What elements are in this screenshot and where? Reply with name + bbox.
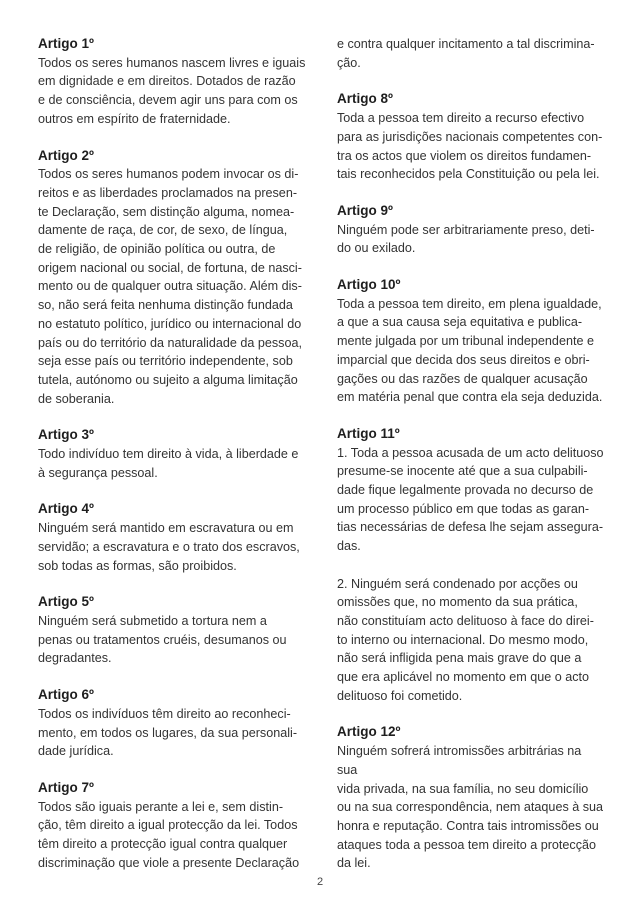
text-line: damente de raça, de cor, de sexo, de língua, [38,223,288,238]
text-line: não será infligida pena mais grave do que a [337,651,582,666]
text-line: Todo indivíduo tem direito à vida, à liberdade e [38,447,299,462]
text-line: à segurança pessoal. [38,465,158,480]
article-body [38,612,306,668]
text-line: não constituíam acto delituoso à face do direi- [337,613,594,628]
text-line: seja esse país ou território independente, sob [38,354,293,369]
article-section [337,202,605,258]
article-body [38,519,306,575]
text-line: no estatuto político, jurídico ou internacional do [38,316,302,331]
text-line: reitos e as liberdades proclamados na presen- [38,185,298,200]
text-line: discriminação que viole a presente Declaração [38,855,300,870]
text-line: de soberania. [38,391,115,406]
text-line: a que a sua causa seja equitativa e publica- [337,315,583,330]
text-line: e contra qualquer incitamento a tal discrimina- [337,37,595,51]
text-line: to interno ou internacional. Do mesmo modo, [337,632,589,647]
article-body [337,295,605,407]
text-line: ataques toda a pessoa tem direito a protecção [337,837,597,852]
text-line: presume-se inocente até que a sua culpabili- [337,464,588,479]
article-title: Artigo 5º [38,594,94,610]
text-line: delituoso foi cometido. [337,688,463,703]
text-line: das. [337,539,361,554]
text-line: em matéria penal que contra ela seja deduzida. [337,390,603,405]
text-line: do ou exilado. [337,241,416,256]
article-body [337,35,605,72]
text-line: Todos os indivíduos têm direito ao reconheci- [38,706,291,721]
text-line: um processo público em que todas as garan- [337,501,590,516]
text-line: têm direito a protecção igual contra qualquer [38,837,288,852]
text-line: Toda a pessoa tem direito a recurso efectivo [337,111,585,126]
text-line: ção, têm direito a igual protecção da lei. Todos [38,818,298,833]
right-column [337,35,605,891]
left-column [38,35,306,890]
text-line: outros em espírito de fraternidade. [38,111,231,126]
text-line: Toda a pessoa tem direito, em plena igualdade, [337,296,602,311]
text-line: omissões que, no momento da sua prática, [337,595,578,610]
article-section [38,426,306,482]
text-line: 2. Ninguém será condenado por acções ou [337,576,578,591]
text-line: ou na sua correspondência, nem ataques à sua [337,800,604,815]
text-line: Ninguém será mantido em escravatura ou em [38,521,294,536]
text-line: mento ou de qualquer outra situação. Além dis- [38,279,302,294]
article-section [38,35,306,129]
text-line: 1. Toda a pessoa acusada de um acto delituoso [337,445,604,460]
article-section [38,779,306,873]
text-line: tutela, autónomo ou sujeito a alguma limitação [38,372,298,387]
text-line: e de consciência, devem agir uns para com os [38,93,298,108]
article-body [337,109,605,184]
text-line: honra e reputação. Contra tais intromissões ou [337,819,599,833]
article-section [38,500,306,575]
article-title: Artigo 1º [38,36,94,51]
text-line: que era aplicável no momento em que o acto [337,670,590,685]
text-line: tra os actos que violem os direitos fundamen- [337,148,592,163]
text-line: origem nacional ou social, de fortuna, de nasci- [38,260,302,275]
article-body [38,798,306,873]
text-line: de religião, de opinião política ou outra, de [38,242,276,257]
article-paragraph [337,444,605,556]
text-line: dade fique legalmente provada no decurso de [337,483,594,498]
text-line: imparcial que decida dos seus direitos e obri- [337,352,590,367]
article-title: Artigo 2º [38,147,94,163]
article-body [38,705,306,761]
article-section [337,35,605,72]
article-body [38,445,306,482]
article-section [337,425,605,706]
article-title: Artigo 6º [38,687,94,703]
text-line: Todos os seres humanos nascem livres e iguais [38,55,306,70]
article-section [38,593,306,668]
article-title: Artigo 12º [337,724,401,740]
article-body [38,165,306,408]
text-line: te Declaração, sem distinção alguma, nomea- [38,204,295,219]
text-line: ção. [337,55,361,70]
text-line: servidão; a escravatura e o trato dos escravos, [38,539,300,554]
article-section [337,723,605,873]
article-title: Artigo 8º [337,91,393,107]
text-line: Ninguém pode ser arbitrariamente preso, deti- [337,222,595,237]
text-line: gações ou das razões de qualquer acusação [337,371,588,386]
article-title: Artigo 9º [337,202,393,218]
text-line: tias necessárias de defesa lhe sejam assegura- [337,520,604,535]
article-title: Artigo 10º [337,277,401,293]
text-line: em dignidade e em direitos. Dotados de razão [38,74,296,89]
text-line: mente julgada por um tribunal independente e [337,334,594,349]
article-title: Artigo 3º [38,427,94,443]
text-line: dade jurídica. [38,744,114,759]
text-line: Todos são iguais perante a lei e, sem distin- [38,799,284,814]
text-line: tais reconhecidos pela Constituição ou pela lei. [337,167,600,182]
article-body [337,742,605,873]
text-line: país ou do território da naturalidade da pessoa, [38,335,302,350]
text-line: para as jurisdições nacionais competentes con- [337,129,603,144]
text-line: sob todas as formas, são proibidos. [38,558,237,573]
text-line: mento, em todos os lugares, da sua personali- [38,725,298,740]
article-title: Artigo 11º [337,425,400,441]
text-line: Todos os seres humanos podem invocar os di- [38,167,299,182]
article-section [38,686,306,761]
text-line: da lei. [337,856,371,871]
article-title: Artigo 7º [38,779,94,795]
article-body [337,221,605,258]
article-section [337,276,605,407]
article-section [38,147,306,409]
text-line: degradantes. [38,651,112,666]
article-section [337,90,605,184]
text-line: vida privada, na sua família, no seu domicílio [337,781,589,796]
text-line: penas ou tratamentos cruéis, desumanos ou [38,632,287,647]
article-paragraph [337,575,605,706]
text-line: Ninguém sofrerá intromissões arbitrárias na sua [337,744,582,777]
text-line: so, não será feita nenhuma distinção fundada [38,298,293,313]
article-body [38,54,306,129]
page-number: 2 [316,876,324,888]
text-line: Ninguém será submetido a tortura nem a [38,613,267,628]
article-title: Artigo 4º [38,501,94,517]
